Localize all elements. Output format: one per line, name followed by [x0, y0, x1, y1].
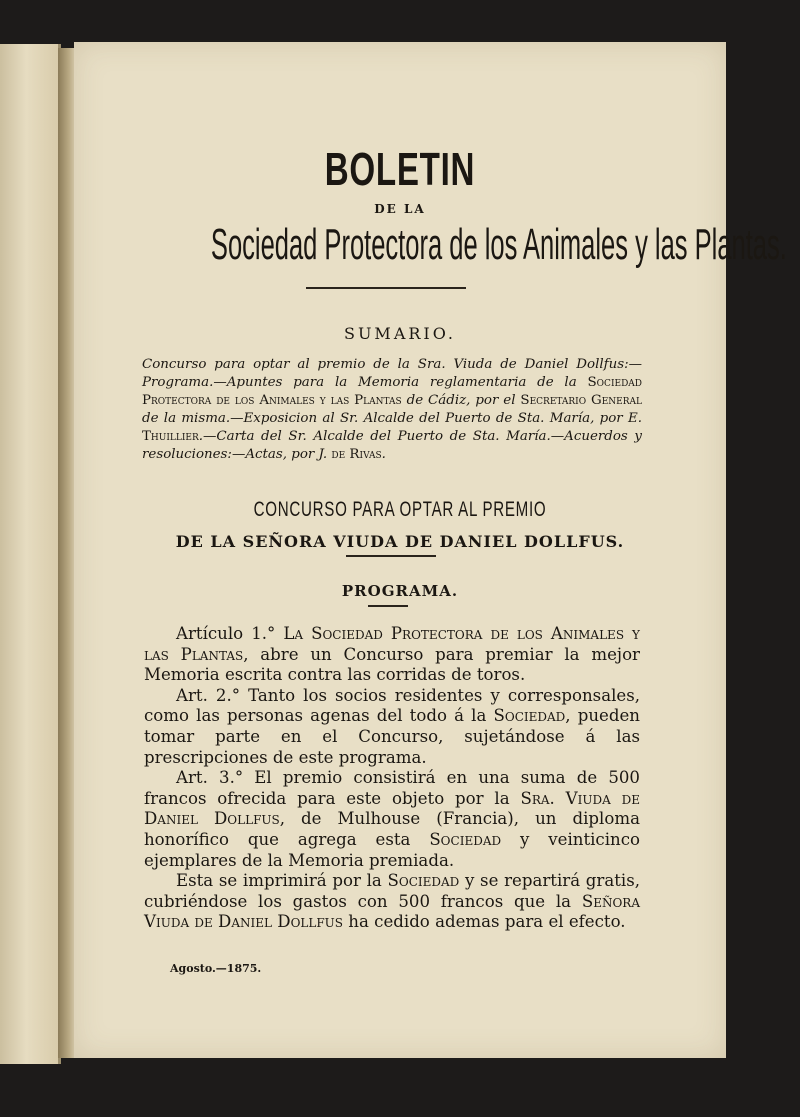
- society-name: Sociedad Protectora de los Animales y las Plantas.: [210, 220, 787, 269]
- page: [74, 42, 787, 1058]
- article-segment: Art. 3.° El premio consistirá en una suma de 500 francos ofrecida para este objeto por la: [144, 768, 640, 808]
- article-segment: ha cedido ademas para el efecto.: [343, 912, 626, 932]
- article-segment: Sociedad: [429, 829, 502, 849]
- article-segment: Señora Viuda de Daniel Dollfus: [144, 891, 640, 932]
- article-paragraph: [144, 624, 640, 686]
- summary-segment: Concurso para optar al premio de la Sra. Viuda de Daniel Dollfus:—Programa.—Apuntes para la Memoria reglamentaria de la: [142, 357, 642, 390]
- article-segment: Sociedad: [493, 706, 566, 726]
- summary-text: [142, 356, 642, 464]
- article-paragraph: [144, 768, 640, 871]
- date-line: Agosto.—1875.: [170, 962, 262, 975]
- article-segment: Artículo 1.°: [176, 624, 284, 643]
- summary-segment: de Rivas: [331, 447, 382, 462]
- summary-heading: SUMARIO.: [343, 324, 456, 343]
- summary-segment: de Cádiz, por el: [401, 393, 521, 408]
- article-paragraph: [144, 871, 640, 933]
- summary-segment: .: [381, 447, 386, 462]
- article-segment: Sociedad: [387, 871, 460, 891]
- article-segment: , abre un Concurso para premiar la mejor Memoria escrita contra las corridas de toros.: [144, 644, 640, 685]
- contest-heading: CONCURSO PARA OPTAR AL PREMIO: [253, 498, 547, 521]
- contest-rule: [346, 555, 436, 557]
- article-segment: y se repartirá gratis, cubriéndose los gastos con 500 francos que la: [144, 871, 640, 911]
- contest-subheading: DE LA SEÑORA VIUDA DE DANIEL DOLLFUS.: [175, 532, 625, 551]
- program-rule: [368, 605, 408, 607]
- summary-segment: Thuillier: [142, 429, 199, 444]
- article-paragraph: [144, 686, 640, 768]
- article-segment: Esta se imprimirá por la: [176, 871, 388, 891]
- title-rule: [306, 287, 466, 289]
- summary-segment: .—Carta del Sr. Alcalde del Puerto de Sta. María.—Acuerdos y resoluciones:—Actas, por J.: [142, 429, 642, 462]
- title-connector: DE LA: [374, 202, 426, 216]
- article-segment: y veinticinco ejemplares de la Memoria premiada.: [144, 829, 640, 870]
- summary-segment: Secretario General: [520, 393, 642, 408]
- program-articles: [144, 624, 640, 933]
- article-segment: , de Mulhouse (Francia), un diploma honorífico que agrega esta: [144, 809, 640, 849]
- program-heading: PROGRAMA.: [341, 582, 459, 600]
- article-segment: La Sociedad Protectora de los Animales y las Plantas: [144, 624, 640, 664]
- summary-segment: de la misma.—Exposicion al Sr. Alcalde del Puerto de Sta. María, por E.: [142, 411, 642, 426]
- article-segment: Art. 2.° Tanto los socios residentes y corresponsales, como las personas agenas del todo á la: [144, 685, 640, 726]
- article-segment: , pueden tomar parte en el Concurso, sujetándose á las prescripciones de este programa.: [144, 706, 640, 767]
- article-segment: Sra. Viuda de Daniel Dollfus: [144, 788, 640, 829]
- journal-title: BOLETIN: [324, 143, 476, 195]
- left-page-edge: [0, 44, 61, 1064]
- summary-segment: Sociedad Protectora de los Animales y las Plantas: [142, 375, 642, 408]
